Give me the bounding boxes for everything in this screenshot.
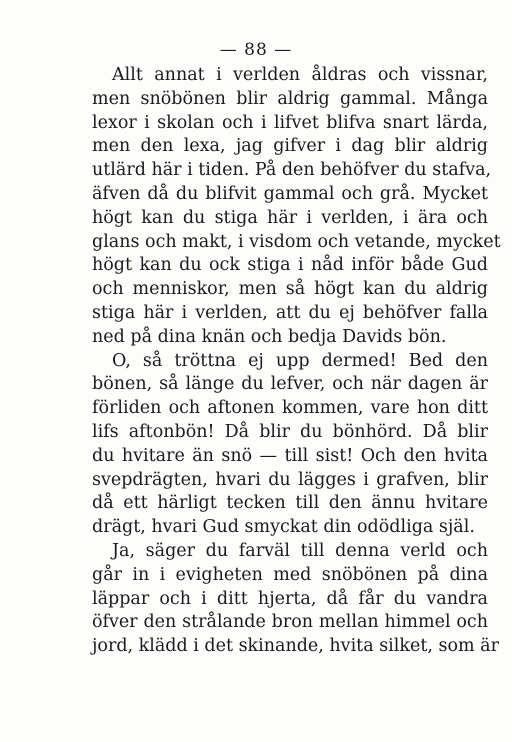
text-line: lifs aftonbön! Då blir du bönhörd. Då blir: [92, 421, 488, 442]
text-line: men snöbönen blir aldrig gammal. Många: [92, 88, 488, 109]
text-line: jord, klädd i det skinande, hvita silket, som är: [92, 636, 499, 657]
text-line: O, så tröttna ej upp dermed! Bed den: [112, 350, 488, 371]
text-line: svepdrägten, hvari du lägges i grafven, blir: [92, 469, 488, 490]
text-line: öfver den strålande bron mellan himmel och: [92, 612, 488, 633]
text-line: och menniskor, men så högt kan du aldrig: [92, 279, 488, 300]
text-line: Ja, säger du farväl till denna verld och: [112, 540, 488, 561]
page-number: — 88 —: [219, 40, 293, 60]
text-line: går in i evigheten med snöbönen på dina: [92, 564, 488, 585]
text-line: Allt annat i verlden åldras och vissnar,: [112, 65, 488, 85]
text-line: drägt, hvari Gud smyckat din odödliga själ.: [92, 517, 475, 538]
text-line: högt kan du ock stiga i nåd inför både Gud: [92, 255, 488, 276]
text-line: äfven då du blifvit gammal och grå. Mycket: [92, 183, 488, 204]
text-line: förliden och aftonen kommen, vare hon ditt: [92, 398, 488, 419]
text-line: utlärd här i tiden. På den behöfver du stafva,: [92, 160, 492, 181]
text-line: högt kan du stiga här i verlden, i ära och: [92, 207, 488, 228]
text-line: lexor i skolan och i lifvet blifva snart lärda,: [92, 112, 488, 133]
text-line: men den lexa, jag gifver i dag blir aldrig: [92, 136, 488, 157]
text-line: stiga här i verlden, att du ej behöfver falla: [92, 302, 488, 323]
text-line: läppar och i ditt hjerta, då får du vandra: [92, 588, 488, 609]
text-line: då ett härligt tecken till den ännu hvitare: [92, 493, 488, 514]
text-line: glans och makt, i visdom och vetande, mycket: [92, 231, 501, 252]
text-line: du hvitare än snö — till sist! Och den hvita: [92, 445, 488, 466]
text-line: ned på dina knän och bedja Davids bön.: [92, 326, 447, 347]
text-line: bönen, så länge du lefver, och när dagen är: [92, 374, 488, 395]
body-text: [92, 64, 501, 659]
